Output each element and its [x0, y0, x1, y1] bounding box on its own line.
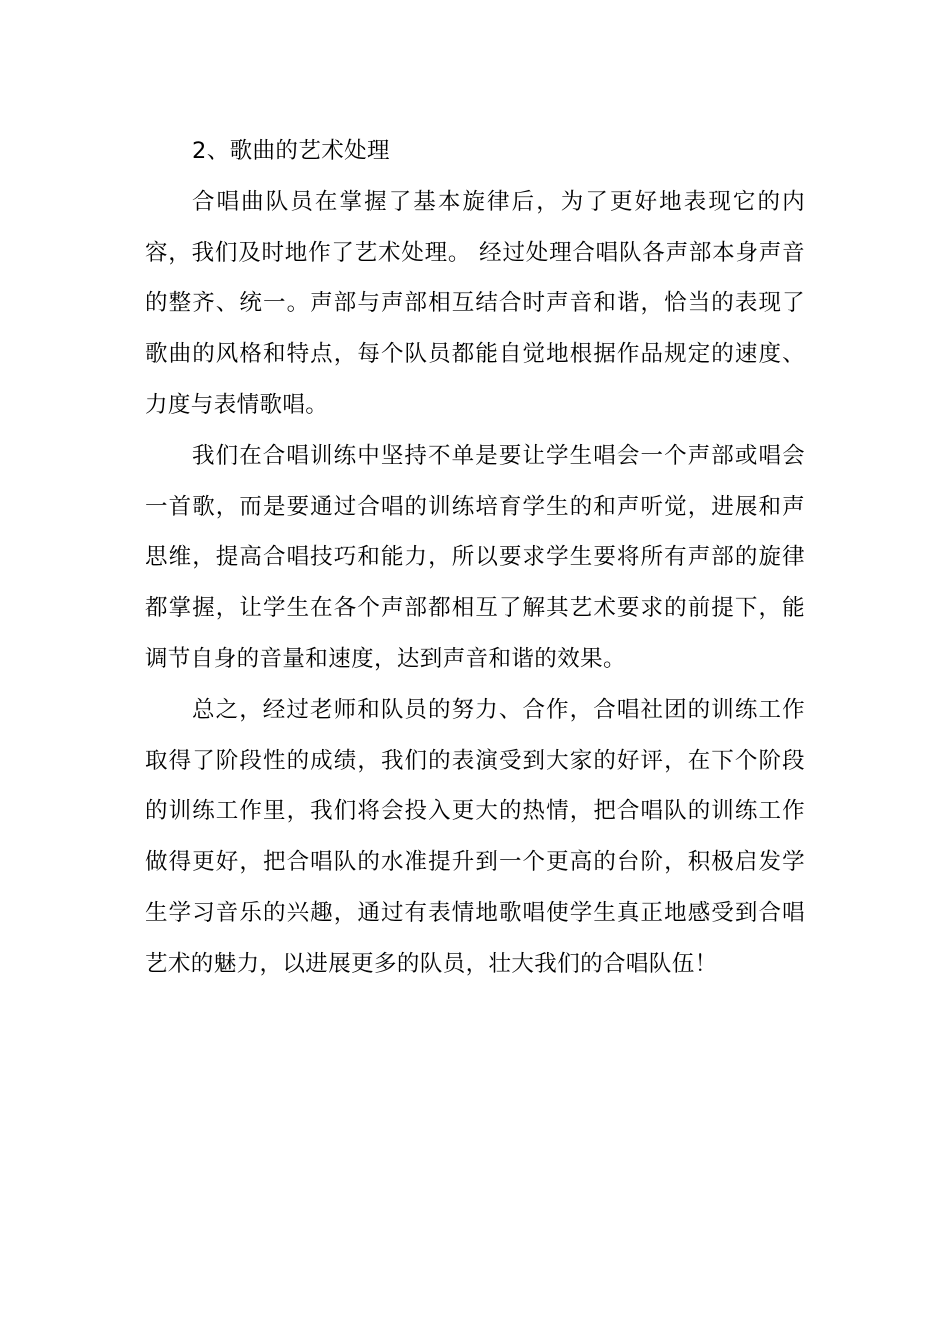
section-heading: 2、歌曲的艺术处理: [192, 138, 390, 164]
document-body: [145, 126, 805, 990]
paragraph-conclusion: 总之，经过老师和队员的努力、合作，合唱社团的训练工作取得了阶段性的成绩，我们的表演受到大家的好评，在下个阶段的训练工作里，我们将会投入更大的热情，把合唱队的训练工作做得更好，把合唱队的水准提升到一个更高的台阶，积极启发学生学习音乐的兴趣，通过有表情地歌唱使学生真正地感受到合唱艺术的魅力，以进展更多的队员，壮大我们的合唱队伍！: [145, 696, 805, 977]
paragraph-training-approach: 我们在合唱训练中坚持不单是要让学生唱会一个声部或唱会一首歌，而是要通过合唱的训练培育学生的和声听觉，进展和声思维，提高合唱技巧和能力，所以要求学生要将所有声部的旋律都掌握，让学生在各个声部都相互了解其艺术要求的前提下，能调节自身的音量和速度，达到声音和谐的效果。: [145, 442, 805, 672]
paragraph-artistic-treatment: 合唱曲队员在掌握了基本旋律后，为了更好地表现它的内容，我们及时地作了艺术处理。 经过处理合唱队各声部本身声音的整齐、统一。声部与声部相互结合时声音和谐，恰当的表现了歌曲的风格和特点，每个队员都能自觉地根据作品规定的速度、力度与表情歌唱。: [145, 188, 805, 418]
